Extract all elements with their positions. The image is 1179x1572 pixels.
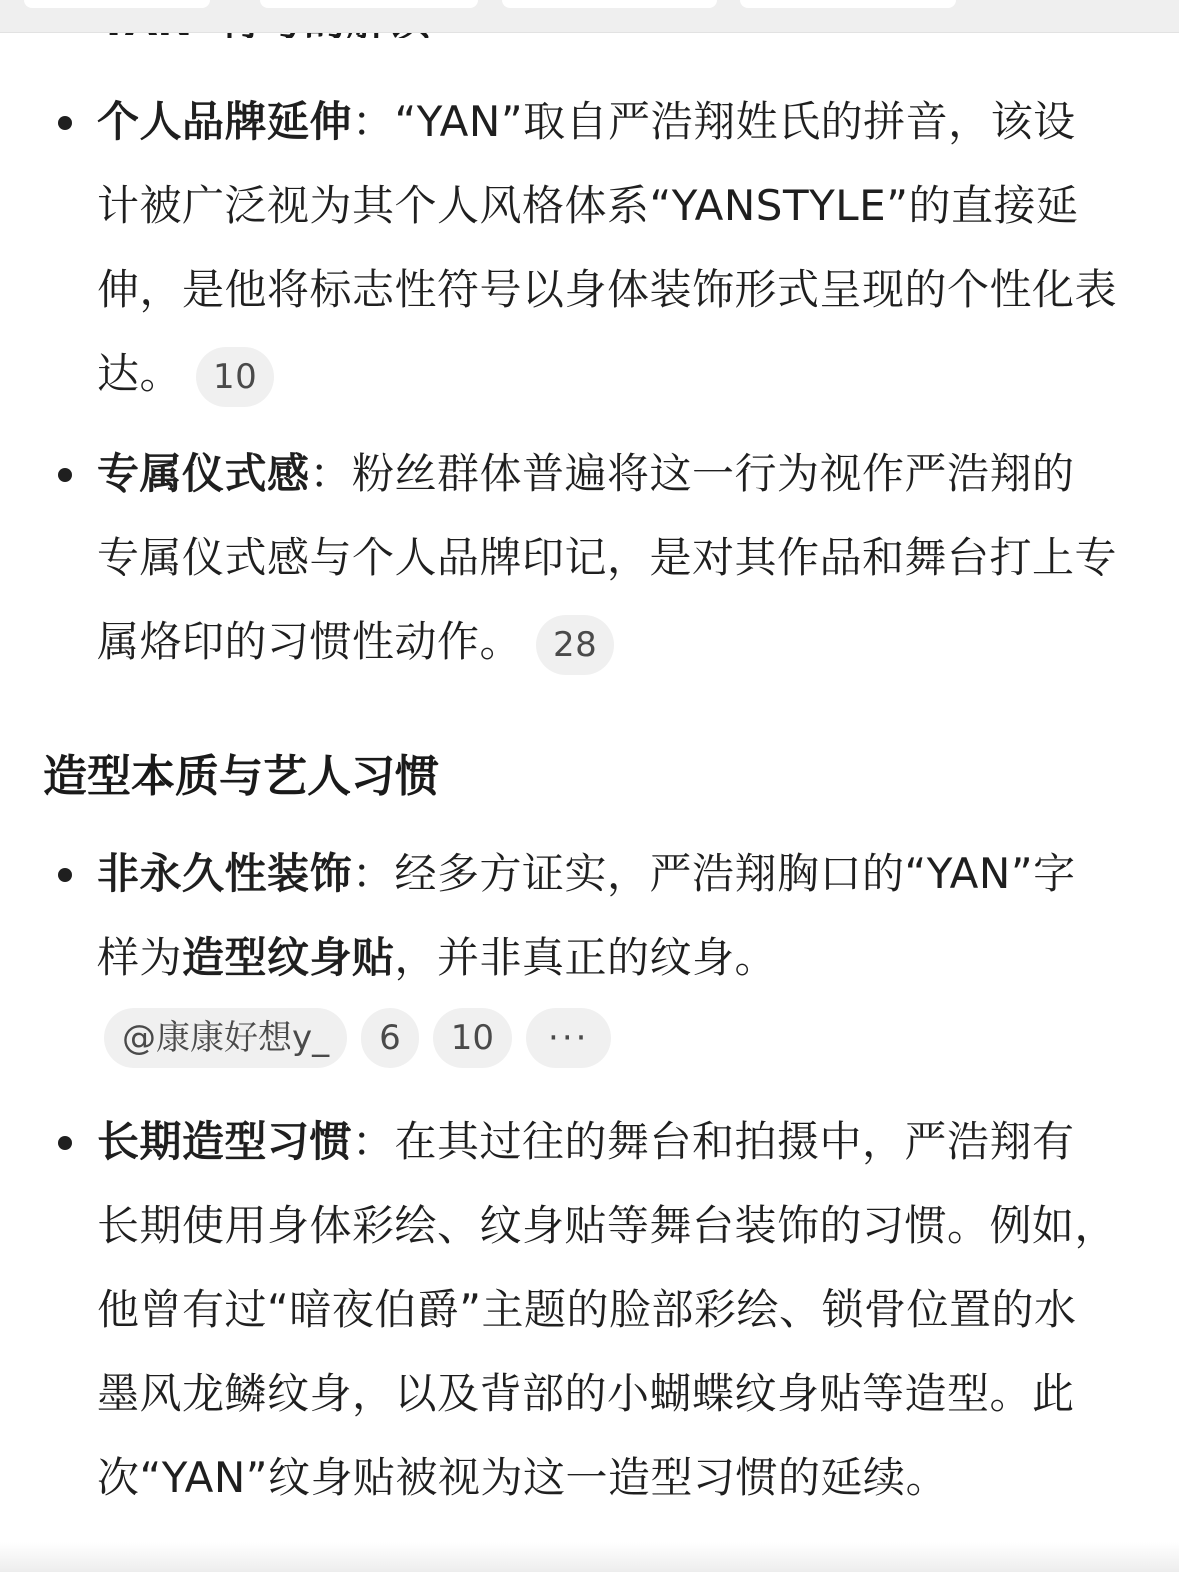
item-term: 个人品牌延伸 [97, 97, 353, 146]
list-item [97, 832, 1117, 1000]
source-chips [104, 1008, 625, 1068]
tab-pill[interactable] [740, 0, 956, 8]
tab-pill[interactable] [260, 0, 478, 8]
item-term: 长期造型习惯 [97, 1117, 353, 1166]
source-chip-user[interactable]: @康康好想y_ [104, 1008, 347, 1068]
term-separator: ： [352, 97, 395, 146]
top-tab-bar [0, 0, 1179, 33]
tab-pill[interactable] [24, 0, 210, 8]
more-sources-icon[interactable]: ··· [526, 1008, 611, 1068]
term-separator: ： [352, 849, 395, 898]
bullet-dot [58, 1136, 72, 1150]
term-separator: ： [309, 449, 353, 498]
item-text: 粉丝群体普遍将这一行为视作严浩翔的专属仪式感与个人品牌印记，是对其作品和舞台打上专属烙印的习惯性动作。 [97, 449, 1118, 666]
bullet-dot [58, 868, 72, 882]
list-item [97, 80, 1117, 416]
term-separator: ： [352, 1117, 395, 1166]
item-term: 非永久性装饰 [97, 849, 353, 898]
item-text-bold: 造型纹身贴 [182, 933, 395, 982]
item-text: 经多方证实，严浩翔胸口的“YAN”字样为 [97, 849, 1076, 982]
section-heading: 造型本质与艺人习惯 [43, 751, 439, 802]
item-term: 专属仪式感 [97, 449, 310, 498]
bullet-dot [58, 468, 72, 482]
bullet-dot [58, 116, 72, 130]
list-item [97, 1100, 1117, 1520]
tab-pill[interactable] [502, 0, 717, 8]
bottom-fade [0, 1542, 1179, 1572]
item-text: 在其过往的舞台和拍摄中，严浩翔有长期使用身体彩绘、纹身贴等舞台装饰的习惯。例如，他曾有过“暗夜伯爵”主题的脸部彩绘、锁骨位置的水墨风龙鳞纹身，以及背部的小蝴蝶纹身贴等造型。此次“YAN”纹身贴被视为这一造型习惯的延续。 [97, 1117, 1118, 1502]
citation-badge[interactable]: 10 [196, 347, 274, 407]
item-text: ，并非真正的纹身。 [394, 933, 778, 982]
citation-badge[interactable]: 6 [361, 1008, 419, 1068]
item-text: “YAN”取自严浩翔姓氏的拼音，该设计被广泛视为其个人风格体系“YANSTYLE”的直接延伸，是他将标志性符号以身体装饰形式呈现的个性化表达。 [97, 97, 1118, 398]
citation-badge[interactable]: 10 [433, 1008, 512, 1068]
citation-badge[interactable]: 28 [536, 615, 614, 675]
list-item [97, 432, 1117, 684]
